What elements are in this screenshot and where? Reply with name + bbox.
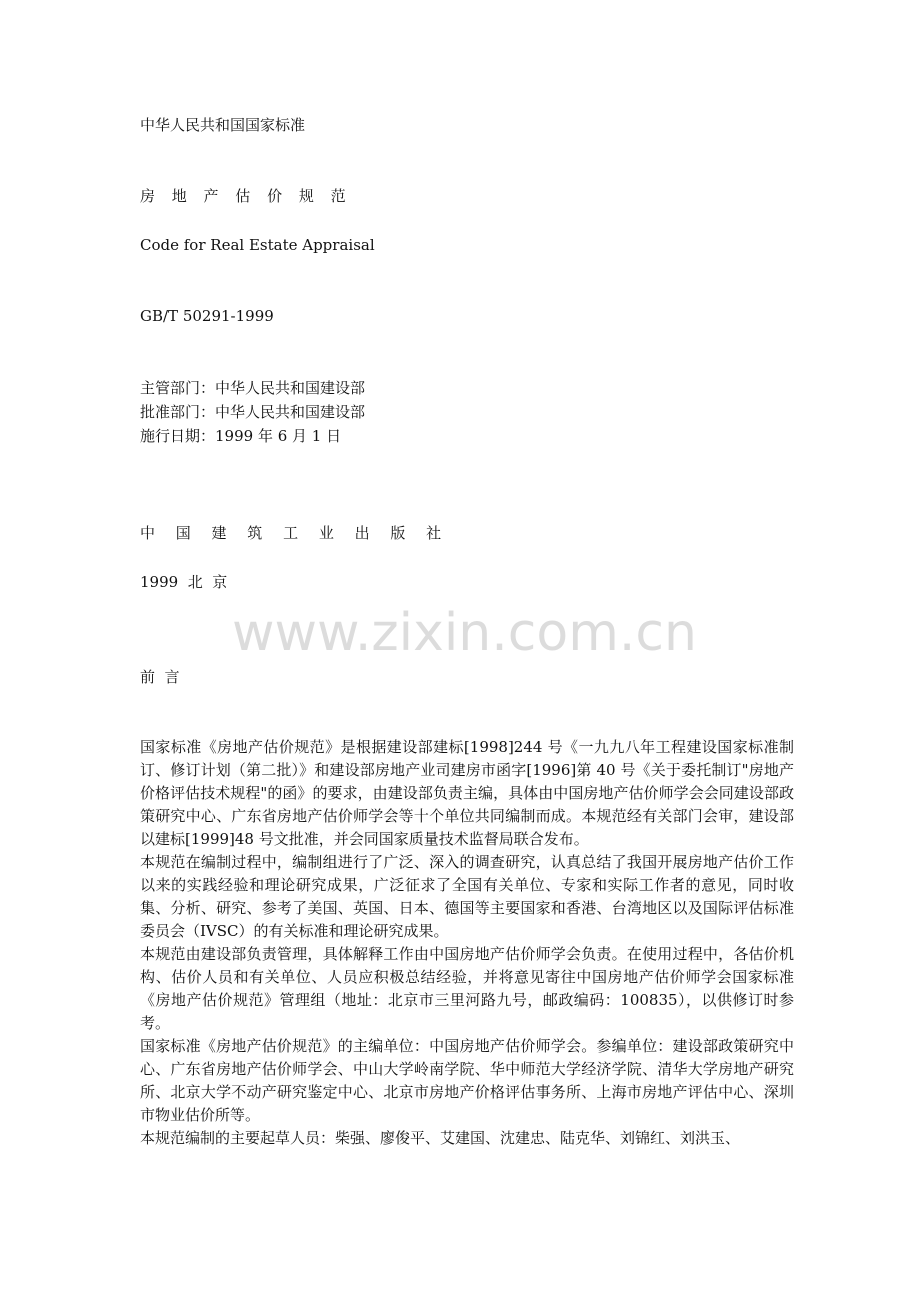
meta-approver: 批准部门：中华人民共和国建设部: [140, 403, 366, 421]
preface-paragraph: 本规范编制的主要起草人员：柴强、廖俊平、艾建国、沈建忠、陆克华、刘锦红、刘洪玉、: [140, 1129, 741, 1147]
preface-paragraph: 国家标准《房地产估价规范》是根据建设部建标[1998]244 号《一九九八年工程建设国家标准制订、修订计划（第二批）》和建设部房地产业司建房市函字[1996]第 40 号《关于委托制订"房地产价格评估技术规程"的函》的要求，由建设部负责主编，具体由中国房地产估价师学会会同建设部政策研究中心、广东省房地产估价师学会等十个单位共同编制而成。本规范经有关部门会审，建设部以建标[1999]48 号文批准，并会同国家质量技术监督局联合发布。: [140, 738, 794, 848]
meta-effective: 施行日期：1999 年 6 月 1 日: [140, 427, 342, 445]
standard-type: 中华人民共和国国家标准: [140, 116, 306, 134]
preface-paragraph: 本规范由建设部负责管理，具体解释工作由中国房地产估价师学会负责。在使用过程中，各估价机构、估价人员和有关单位、人员应积极总结经验，并将意见寄往中国房地产估价师学会国家标准《房地产估价规范》管理组（地址：北京市三里河路九号，邮政编码：100835），以供修订时参考。: [140, 945, 794, 1032]
preface-body: [140, 736, 794, 1150]
publisher-place: 1999 北 京: [140, 573, 228, 591]
publisher-name: 中 国 建 筑 工 业 出 版 社: [140, 524, 450, 542]
standard-code: GB/T 50291-1999: [140, 307, 274, 325]
preface-paragraph: 国家标准《房地产估价规范》的主编单位：中国房地产估价师学会。参编单位：建设部政策研究中心、广东省房地产估价师学会、中山大学岭南学院、华中师范大学经济学院、清华大学房地产研究所、北京大学不动产研究鉴定中心、北京市房地产价格评估事务所、上海市房地产评估中心、深圳市物业估价所等。: [140, 1037, 794, 1124]
watermark: www.zixin.com.cn: [232, 603, 697, 663]
title-en: Code for Real Estate Appraisal: [140, 236, 375, 254]
preface-paragraph: 本规范在编制过程中，编制组进行了广泛、深入的调查研究，认真总结了我国开展房地产估价工作以来的实践经验和理论研究成果，广泛征求了全国有关单位、专家和实际工作者的意见，同时收集、分析、研究、参考了美国、英国、日本、德国等主要国家和香港、台湾地区以及国际评估标准委员会（IVSC）的有关标准和理论研究成果。: [140, 853, 794, 940]
preface-heading: 前 言: [140, 668, 180, 686]
title-cn: 房 地 产 估 价 规 范: [140, 187, 352, 205]
meta-dept: 主管部门：中华人民共和国建设部: [140, 379, 366, 397]
